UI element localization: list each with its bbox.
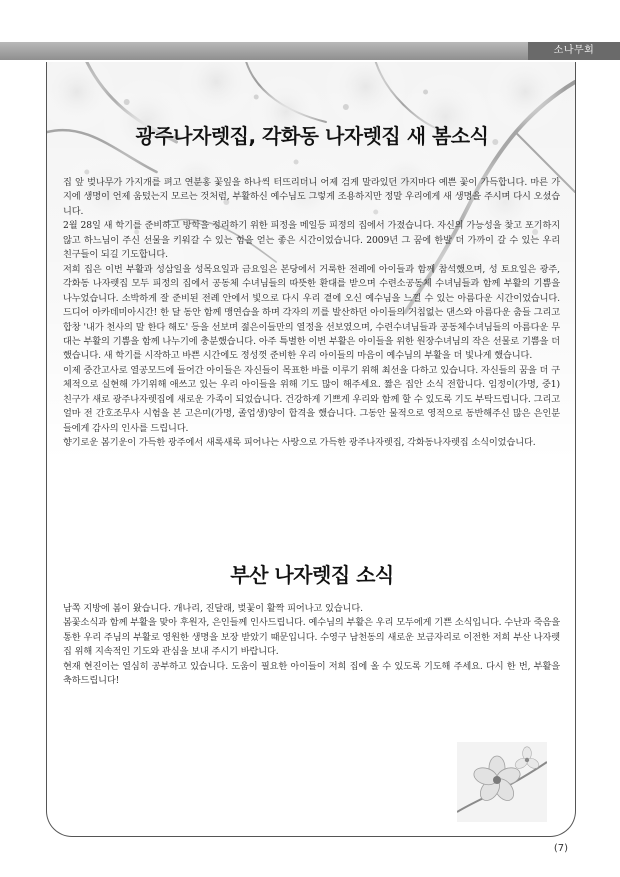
article1-paragraph: 향기로운 봄기운이 가득한 광주에서 새록새록 피어나는 사랑으로 가득한 광주나자렛집, 각화동나자렛집 소식이었습니다. — [63, 437, 536, 449]
article1-body — [63, 176, 560, 451]
article1-paragraph: 저희 집은 이번 부활과 성삼일을 성목요일과 금요일은 본당에서 거룩한 전례에 아이들과 함께 참석했으며, 성 토요일은 광주, 각화동 나자렛집 모두 피정의 집에서 공동체 수녀님들의 따뜻한 환대를 받으며 수련소공동체 수녀님들과 함께 부활의 기쁨을 나누었습니다. 소박하게 잘 준비된 전례 안에서 빛으로 다시 우리 곁에 오신 예수님을 느낄 수 있는 아름다운 시간이었습니다. 드디어 아카데미아시간! 한 달 동안 함께 맹연습을 하며 각자의 끼를 발산하던 아이들의 거침없는 댄스와 아름다운 춤들 그리고 합창 '내가 천사의 말 한다 해도' 등을 선보며 젊은이들만의 열정을 선보였으며, 수련수녀님들과 공동체수녀님들의 아름다운 무대는 부활의 기쁨을 함께 나누기에 충분했습니다. 아주 특별한 이번 부활은 아이들을 위한 원장수녀님의 작은 선물로 기쁨을 더 했습니다. 새 학기를 시작하고 바쁜 시간에도 정성껏 준비한 우리 아이들의 마음이 예수님의 부활을 더 빛나게 했습니다. — [63, 263, 560, 362]
article2-paragraph: 현재 현진이는 열심히 공부하고 있습니다. 도움이 필요한 아이들이 저희 집에 올 수 있도록 기도해 주세요. 다시 한 번, 부활을 축하드립니다! — [63, 660, 560, 687]
article1-paragraph: 집 앞 벚나무가 가지개를 펴고 연분홍 꽃잎을 하나씩 터뜨리더니 어제 검게 말라있던 가지마다 예쁜 꽃이 가득합니다. 마른 가지에 생명이 언제 움텄는지 모르는 것처럼, 부활하신 예수님도 그렇게 조용하지만 정말 우리에게 새 생명을 주시며 다시 오셨습니다. — [63, 177, 560, 217]
article2-body — [63, 602, 560, 689]
article1-paragraph: 2월 28일 새 학기를 준비하고 방학을 정리하기 위한 피정을 메일등 피정의 집에서 가졌습니다. 자신의 가능성을 찾고 포기하지 않고 하느님이 주신 선물을 키워갈 수 있는 힘을 얻는 좋은 시간이었습니다. 2009년 그 꿈에 한발 더 가까이 갈 수 있는 우리 친구들이 되길 기도합니다. — [63, 220, 560, 261]
page-number: (7) — [553, 843, 568, 854]
article2-title: 부산 나자렛집 소식 — [230, 563, 394, 587]
content-frame — [46, 62, 576, 837]
header-bar — [0, 42, 620, 60]
article1-paragraph: 이제 중간고사로 열공모드에 들어간 아이들은 자신들이 목표한 바를 이루기 위해 최선을 다하고 있습니다. 자신들의 꿈을 더 구체적으로 실현해 가기위해 애쓰고 있는 우리 아이들을 위해 기도 많이 해주세요. 짧은 집안 소식 전합니다. 임정이(가명, 중1) 친구가 새로 광주나자렛집에 새로운 가족이 되었습니다. 건강하게 기쁘게 우리와 함께 할 수 있도록 기도 부탁드립니다. 그리고 얼마 전 간호조무사 시험을 본 고은미(가명, 졸업생)양이 합격을 했습니다. 그동안 물적으로 영적으로 동반해주신 많은 은인분들에게 감사의 인사를 드립니다. — [63, 364, 560, 434]
article2-paragraph: 봄꽃소식과 함께 부활을 맞아 후원자, 은인들께 인사드립니다. 예수님의 부활은 우리 모두에게 기쁜 소식입니다. 수난과 죽음을 통한 우리 주님의 부활로 영원한 생명을 보장 받았기 때문입니다. 수영구 남천동의 새로운 보금자리로 이전한 저희 부산 나자렛집 위해 지속적인 기도와 관심을 보내 주시기 바랍니다. — [63, 617, 560, 658]
blossom-flower-icon — [457, 742, 547, 822]
article2-paragraph: 남쪽 지방에 봄이 왔습니다. 개나리, 진달래, 벚꽃이 활짝 피어나고 있습니다. — [63, 603, 363, 614]
section-tab: 소나무회 — [528, 42, 620, 60]
article1-title: 광주나자렛집, 각화동 나자렛집 새 봄소식 — [135, 124, 489, 148]
